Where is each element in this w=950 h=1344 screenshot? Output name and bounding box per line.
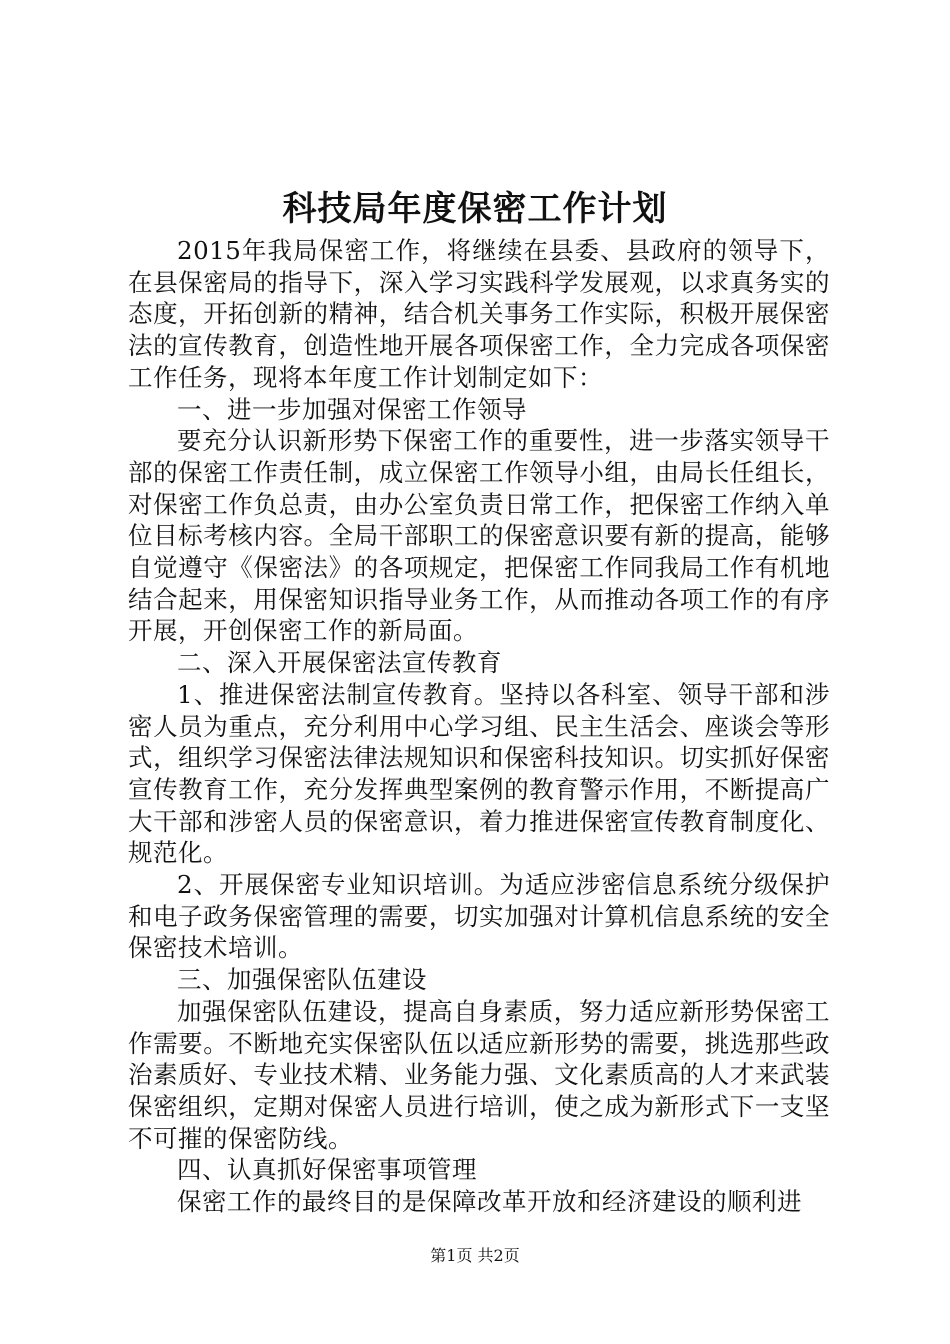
section-2-paragraph-2: 2、开展保密专业知识培训。为适应涉密信息系统分级保护和电子政务保密管理的需要，切实加强对计算机信息系统的安全保密技术培训。 xyxy=(128,870,830,963)
intro-paragraph: 2015年我局保密工作，将继续在县委、县政府的领导下，在县保密局的指导下，深入学习实践科学发展观，以求真务实的态度，开拓创新的精神，结合机关事务工作实际，积极开展保密法的宣传教育，创造性地开展各项保密工作，全力完成各项保密工作任务，现将本年度工作计划制定如下： xyxy=(128,236,830,392)
section-4-heading: 四、认真抓好保密事项管理 xyxy=(177,1155,477,1185)
section-3-paragraph: 加强保密队伍建设，提高自身素质，努力适应新形势保密工作需要。不断地充实保密队伍以适应新形势的需要，挑选那些政治素质好、专业技术精、业务能力强、文化素质高的人才来武装保密组织，定期对保密人员进行培训，使之成为新形式下一支坚不可摧的保密防线。 xyxy=(128,996,830,1153)
section-1-heading: 一、进一步加强对保密工作领导 xyxy=(177,394,527,424)
section-4-paragraph: 保密工作的最终目的是保障改革开放和经济建设的顺利进 xyxy=(177,1187,802,1217)
document-title: 科技局年度保密工作计划 xyxy=(282,189,668,229)
section-3-heading: 三、加强保密队伍建设 xyxy=(177,965,427,995)
document-body xyxy=(128,235,830,1218)
section-1-paragraph: 要充分认识新形势下保密工作的重要性，进一步落实领导干部的保密工作责任制，成立保密工作领导小组，由局长任组长，对保密工作负总责，由办公室负责日常工作，把保密工作纳入单位目标考核内容。全局干部职工的保密意识要有新的提高，能够自觉遵守《保密法》的各项规定，把保密工作同我局工作有机地结合起来，用保密知识指导业务工作，从而推动各项工作的有序开展，开创保密工作的新局面。 xyxy=(128,426,830,646)
page-footer: 第1页 共2页 xyxy=(430,1246,520,1265)
section-2-paragraph-1: 1、推进保密法制宣传教育。坚持以各科室、领导干部和涉密人员为重点，充分利用中心学习组、民主生活会、座谈会等形式，组织学习保密法律法规知识和保密科技知识。切实抓好保密宣传教育工作，充分发挥典型案例的教育警示作用，不断提高广大干部和涉密人员的保密意识，着力推进保密宣传教育制度化、规范化。 xyxy=(128,679,830,868)
section-2-heading: 二、深入开展保密法宣传教育 xyxy=(177,648,502,678)
